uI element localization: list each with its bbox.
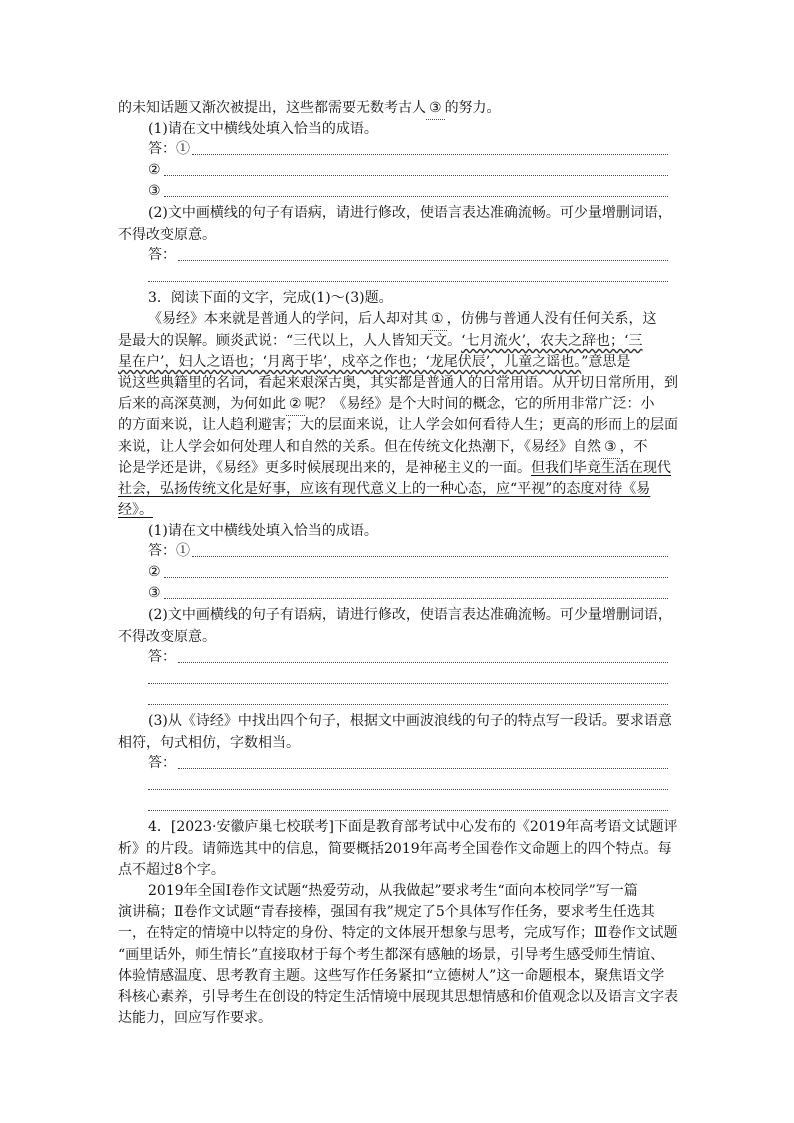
q2-sub2-answer-2[interactable] (148, 266, 668, 286)
q3-sub3-prompt-line2: 相符，句式相仿，字数相当。 (118, 735, 300, 751)
q4-prompt-line1: 4．[2023·安徽庐巢七校联考]下面是教育部考试中心发布的《2019年高考语文试题评 (148, 819, 678, 835)
q3-passage-line (118, 478, 678, 500)
q4-passage-line: 科核心素养，引导考生在创设的特定生活情境中展现其思想情感和价值观念以及语言文字表 (118, 989, 678, 1005)
q4-prompt-line3: 点不超过8个字。 (118, 862, 225, 878)
q3-passage-line: 的方面来说，让人趋利避害；大的层面来说，让人学会如何看待人生；更高的形而上的层面 (118, 417, 678, 433)
answer-line (178, 662, 668, 663)
answer-label: 答： (148, 755, 176, 771)
wavy-underline-text: 星在户’，妇人之语也；‘月离于毕’，戍卒之作也；‘龙尾伏辰’，儿童之谣也。 (118, 354, 582, 370)
answer-label: ② (148, 564, 161, 580)
q2-answer-2[interactable] (148, 160, 668, 180)
q4-passage-line: 体验情感温度、思考教育主题。这些写作任务紧扣“立德树人”这一命题根本，聚焦语文学 (118, 968, 665, 984)
underlined-sentence: 经》。 (118, 502, 153, 518)
answer-label: 答：① (148, 141, 190, 157)
q2-answer-1[interactable] (148, 139, 668, 159)
q2-sub2-answer-1[interactable] (148, 245, 668, 265)
blank-1: ① (428, 308, 447, 331)
answer-line (164, 196, 668, 197)
q4-passage-line: “画里话外，师生情长”直接取材于每个考生都深有感触的场景，引导考生感受师生情谊、 (118, 947, 665, 963)
q2-sub2-prompt-line1: (2)文中画横线的句子有语病，请进行修改，使语言表达准确流畅。可少量增删词语， (148, 205, 672, 221)
answer-label: 答：① (148, 543, 190, 559)
q3-answer-1[interactable] (148, 541, 668, 561)
q3-answer-2[interactable] (148, 562, 668, 582)
q4-prompt-line2: 析》的片段。请筛选其中的信息，简要概括2019年高考全国卷作文命题上的四个特点。每 (118, 841, 672, 857)
answer-line (148, 704, 668, 705)
q2-sub1-prompt: (1)请在文中横线处填入恰当的成语。 (148, 121, 378, 137)
answer-label: 答： (148, 247, 176, 263)
q3-sub2-prompt-line2: 不得改变原意。 (118, 629, 216, 645)
q3-passage-line: 《易经》本来就是普通人的学问，后人却对其 ① ，仿佛与普通人没有任何关系，这 (148, 308, 678, 331)
answer-line (178, 768, 668, 769)
q3-passage-line: 论是学还是讲，《易经》更多时候展现出来的，是神秘主义的一面。但我们毕竟生活在现代 (118, 460, 671, 476)
q4-passage-line: 一，在特定的情境中以特定的身份、特定的文体展开想象与思考，完成写作；Ⅲ卷作文试题 (118, 925, 678, 941)
q3-sub3-answer-1[interactable] (148, 753, 668, 773)
q3-sub3-answer-2[interactable] (148, 774, 668, 794)
q4-passage-line: 达能力，回应写作要求。 (118, 1010, 272, 1026)
q2-sub2-prompt-line2: 不得改变原意。 (118, 227, 216, 243)
answer-line (164, 598, 668, 599)
blank-3: ③ (601, 436, 620, 459)
q2-answer-3[interactable] (148, 181, 668, 201)
q3-sub3-answer-3[interactable] (148, 795, 668, 815)
q3-answer-3[interactable] (148, 583, 668, 603)
q3-sub2-answer-3[interactable] (148, 689, 668, 709)
q3-passage-line: 来说，让人学会如何处理人和自然的关系。但在传统文化热潮下，《易经》自然 ③ ，不 (118, 436, 678, 459)
answer-line (178, 260, 668, 261)
q3-sub2-answer-1[interactable] (148, 647, 668, 667)
q3-sub2-answer-2[interactable] (148, 668, 668, 688)
answer-label: ③ (148, 585, 161, 601)
q3-passage-line (118, 499, 678, 521)
answer-line (164, 175, 668, 176)
underlined-sentence: 社会，弘扬传统文化是好事，应该有现代意义上的一种心态，应“平视”的态度对待《易 (118, 481, 651, 497)
q4-passage-line: 2019年全国Ⅰ卷作文试题“热爱劳动，从我做起”要求考生“面向本校同学”写一篇 (148, 883, 638, 899)
answer-line (148, 683, 668, 684)
blank-2: ② (286, 393, 305, 416)
answer-line (148, 789, 668, 790)
underlined-sentence: 但我们毕竟生活在现代 (531, 460, 671, 476)
text-span: 的未知话题又渐次被提出，这些都需要无数考古人 (118, 100, 426, 116)
q3-sub3-prompt-line1: (3)从《诗经》中找出四个句子，根据文中画波浪线的句子的特点写一段话。要求语意 (148, 713, 672, 729)
q3-header: 3．阅读下面的文字，完成(1)～(3)题。 (148, 290, 393, 306)
q4-passage-line: 演讲稿；Ⅱ卷作文试题“青春接棒，强国有我”规定了5个具体写作任务，要求考生任选其 (118, 904, 655, 920)
q3-passage-line: 后来的高深莫测，为何如此 ② 呢？《易经》是个大时间的概念，它的所用非常广泛：小 (118, 393, 678, 416)
wavy-underline-text: ‘七月流火’，农夫之辞也；‘三 (461, 333, 643, 349)
answer-line (192, 556, 668, 557)
q3-passage-line: 说这些典籍里的名词，看起来艰深古奥，其实都是普通人的日常用语。从开切日常所用，到 (118, 375, 678, 391)
q3-sub1-prompt: (1)请在文中横线处填入恰当的成语。 (148, 523, 378, 539)
q3-sub2-prompt-line1: (2)文中画横线的句子有语病，请进行修改，使语言表达准确流畅。可少量增删词语， (148, 607, 672, 623)
answer-line (192, 154, 668, 155)
text-span: 的努力。 (444, 100, 501, 116)
intro-fragment-line (118, 97, 678, 120)
answer-line (164, 577, 668, 578)
answer-label: ③ (148, 183, 161, 199)
answer-label: ② (148, 162, 161, 178)
answer-line (148, 281, 668, 282)
answer-label: 答： (148, 649, 176, 665)
q3-passage-line: 星在户’，妇人之语也；‘月离于毕’，戍卒之作也；‘龙尾伏辰’，儿童之谣也。”意思是 (118, 354, 631, 370)
blank-3: ③ (426, 97, 445, 120)
answer-line (148, 810, 668, 811)
q3-passage-line: 是最大的误解。顾炎武说：“三代以上，人人皆知天文。‘七月流火’，农夫之辞也；‘三 (118, 333, 643, 349)
